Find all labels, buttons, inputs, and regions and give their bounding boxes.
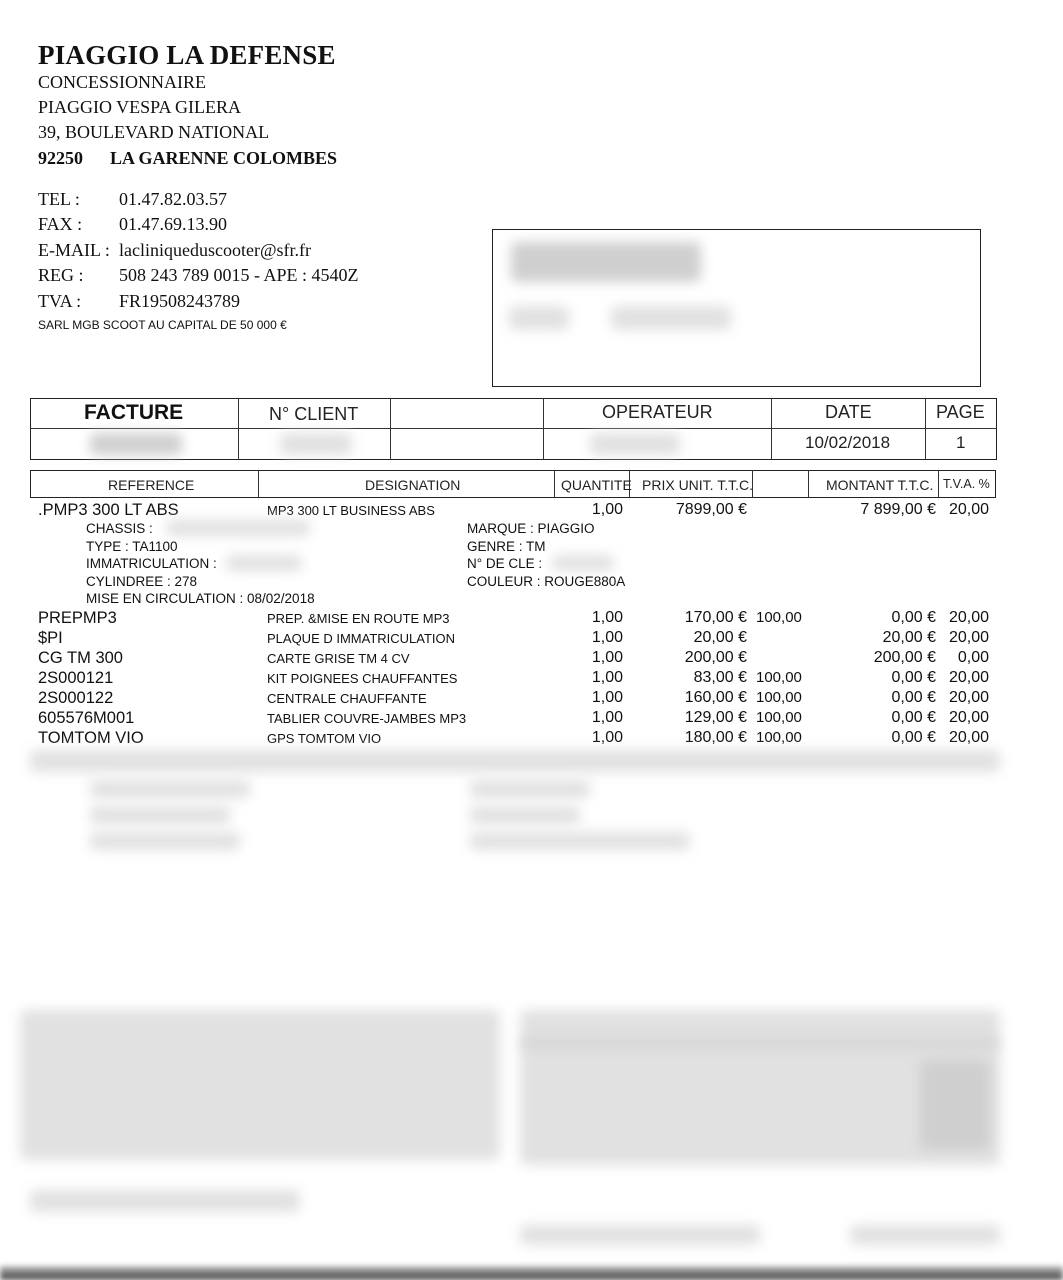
header-divider [30, 428, 997, 429]
client-number-label: N° CLIENT [269, 404, 359, 424]
main-item-amount: 7 899,00 € [860, 501, 936, 518]
item-price: 83,00 € [693, 669, 747, 686]
col-reference: REFERENCE [108, 477, 195, 493]
redacted-chassis [166, 520, 310, 536]
redacted-text [470, 780, 590, 798]
company-postal-code: 92250 [38, 148, 83, 168]
redacted-client-city [611, 306, 731, 330]
col-designation: DESIGNATION [365, 477, 461, 493]
item-designation: GPS TOMTOM VIO [267, 731, 382, 746]
item-amount: 0,00 € [891, 689, 936, 706]
header-col-sep [771, 398, 772, 460]
legal-notice: SARL MGB SCOOT AU CAPITAL DE 50 000 € [38, 318, 287, 332]
item-designation: CENTRALE CHAUFFANTE [267, 691, 427, 706]
main-item-price: 7899,00 € [675, 501, 747, 518]
detail-chassis: CHASSIS : [86, 521, 153, 536]
redacted-text [90, 832, 240, 850]
detail-marque: MARQUE : PIAGGIO [467, 521, 595, 536]
items-col-sep [258, 470, 259, 498]
redacted-text [470, 806, 580, 824]
client-address-box [492, 229, 981, 387]
item-qty: 1,00 [591, 689, 623, 706]
reg-label: REG : [38, 265, 84, 285]
main-item-qty: 1,00 [591, 501, 623, 518]
redacted-totals-left [20, 1010, 500, 1160]
items-col-sep [938, 470, 939, 498]
redacted-text [90, 780, 250, 798]
item-qty: 1,00 [591, 649, 623, 666]
item-ref: TOMTOM VIO [38, 729, 144, 747]
item-amount: 200,00 € [873, 649, 936, 666]
item-amount: 0,00 € [891, 729, 936, 746]
item-remise: 100,00 [756, 609, 802, 626]
main-item-ref: .PMP3 300 LT ABS [38, 501, 179, 519]
company-subtitle: CONCESSIONNAIRE [38, 72, 207, 92]
header-col-sep [390, 398, 391, 460]
tva-label: TVA : [38, 291, 82, 311]
redacted-invoice-number [90, 433, 182, 455]
item-ref: $PI [38, 629, 63, 647]
redacted-text [470, 832, 690, 850]
item-tva: 0,00 [957, 649, 989, 666]
item-designation: CARTE GRISE TM 4 CV [267, 651, 410, 666]
main-item-tva: 20,00 [948, 501, 989, 518]
fax-value: 01.47.69.13.90 [119, 214, 227, 234]
detail-type: TYPE : TA1100 [86, 539, 178, 554]
item-price: 20,00 € [693, 629, 747, 646]
reg-value: 508 243 789 0015 - APE : 4540Z [119, 265, 359, 285]
header-col-sep [543, 398, 544, 460]
scan-edge-shadow [0, 1266, 1063, 1280]
facture-title: FACTURE [84, 401, 184, 424]
detail-cylindree: CYLINDREE : 278 [86, 574, 198, 589]
redacted-text [90, 806, 230, 824]
item-ref: 2S000122 [38, 689, 114, 707]
item-qty: 1,00 [591, 629, 623, 646]
detail-mise-en-circulation: MISE EN CIRCULATION : 08/02/2018 [86, 591, 315, 606]
col-tva: T.V.A. % [943, 477, 990, 491]
item-price: 180,00 € [684, 729, 747, 746]
company-brands: PIAGGIO VESPA GILERA [38, 97, 242, 117]
item-qty: 1,00 [591, 669, 623, 686]
company-city: LA GARENNE COLOMBES [110, 148, 338, 168]
redacted-client-number [280, 433, 352, 455]
item-amount: 0,00 € [891, 669, 936, 686]
item-price: 170,00 € [684, 609, 747, 626]
redacted-footer-right [520, 1225, 760, 1245]
item-remise: 100,00 [756, 709, 802, 726]
item-tva: 20,00 [948, 629, 989, 646]
detail-cle: N° DE CLE : [467, 556, 543, 571]
main-item-designation: MP3 300 LT BUSINESS ABS [267, 503, 435, 518]
item-ref: CG TM 300 [38, 649, 123, 667]
redacted-footer-right [850, 1225, 1000, 1245]
item-designation: PLAQUE D IMMATRICULATION [267, 631, 456, 646]
detail-couleur: COULEUR : ROUGE880A [467, 574, 626, 589]
operateur-label: OPERATEUR [602, 402, 713, 422]
email-label: E-MAIL : [38, 240, 110, 260]
redacted-client-zip [509, 306, 569, 330]
tel-label: TEL : [38, 189, 80, 209]
items-col-sep [554, 470, 555, 498]
redacted-divider [520, 1040, 1000, 1046]
col-quantite: QUANTITE [561, 477, 632, 493]
item-remise: 100,00 [756, 669, 802, 686]
redacted-operator [590, 433, 680, 455]
page-label: PAGE [936, 402, 985, 422]
tel-value: 01.47.82.03.57 [119, 189, 227, 209]
item-designation: KIT POIGNEES CHAUFFANTES [267, 671, 458, 686]
header-col-sep [238, 398, 239, 460]
items-col-sep [808, 470, 809, 498]
item-price: 160,00 € [684, 689, 747, 706]
item-amount: 20,00 € [882, 629, 936, 646]
item-tva: 20,00 [948, 729, 989, 746]
redacted-row [30, 750, 1000, 772]
item-designation: PREP. &MISE EN ROUTE MP3 [267, 611, 450, 626]
redacted-cle [552, 555, 614, 571]
item-tva: 20,00 [948, 669, 989, 686]
item-amount: 0,00 € [891, 709, 936, 726]
item-tva: 20,00 [948, 609, 989, 626]
fax-label: FAX : [38, 214, 83, 234]
item-ref: 2S000121 [38, 669, 114, 687]
col-prix: PRIX UNIT. T.T.C. [642, 477, 753, 493]
detail-immatriculation: IMMATRICULATION : [86, 556, 217, 571]
item-remise: 100,00 [756, 729, 802, 746]
item-qty: 1,00 [591, 609, 623, 626]
item-ref: 605576M001 [38, 709, 135, 727]
item-tva: 20,00 [948, 709, 989, 726]
item-amount: 0,00 € [891, 609, 936, 626]
redacted-totals-values [920, 1060, 990, 1150]
company-name: PIAGGIO LA DEFENSE [38, 40, 336, 70]
item-ref: PREPMP3 [38, 609, 117, 627]
item-price: 129,00 € [684, 709, 747, 726]
company-address: 39, BOULEVARD NATIONAL [38, 122, 270, 142]
date-label: DATE [825, 402, 872, 422]
email-value: lacliniqueduscooter@sfr.fr [119, 240, 312, 260]
tva-value: FR19508243789 [119, 291, 241, 311]
item-qty: 1,00 [591, 709, 623, 726]
item-price: 200,00 € [684, 649, 747, 666]
item-designation: TABLIER COUVRE-JAMBES MP3 [267, 711, 467, 726]
item-remise: 100,00 [756, 689, 802, 706]
redacted-immatriculation [226, 555, 302, 571]
item-qty: 1,00 [591, 729, 623, 746]
redacted-footer-left [30, 1190, 300, 1212]
date-value: 10/02/2018 [805, 433, 891, 452]
header-col-sep [925, 398, 926, 460]
detail-genre: GENRE : TM [467, 539, 546, 554]
item-tva: 20,00 [948, 689, 989, 706]
redacted-client-name [511, 242, 701, 282]
page-value: 1 [956, 433, 966, 452]
col-montant: MONTANT T.T.C. [826, 477, 934, 493]
